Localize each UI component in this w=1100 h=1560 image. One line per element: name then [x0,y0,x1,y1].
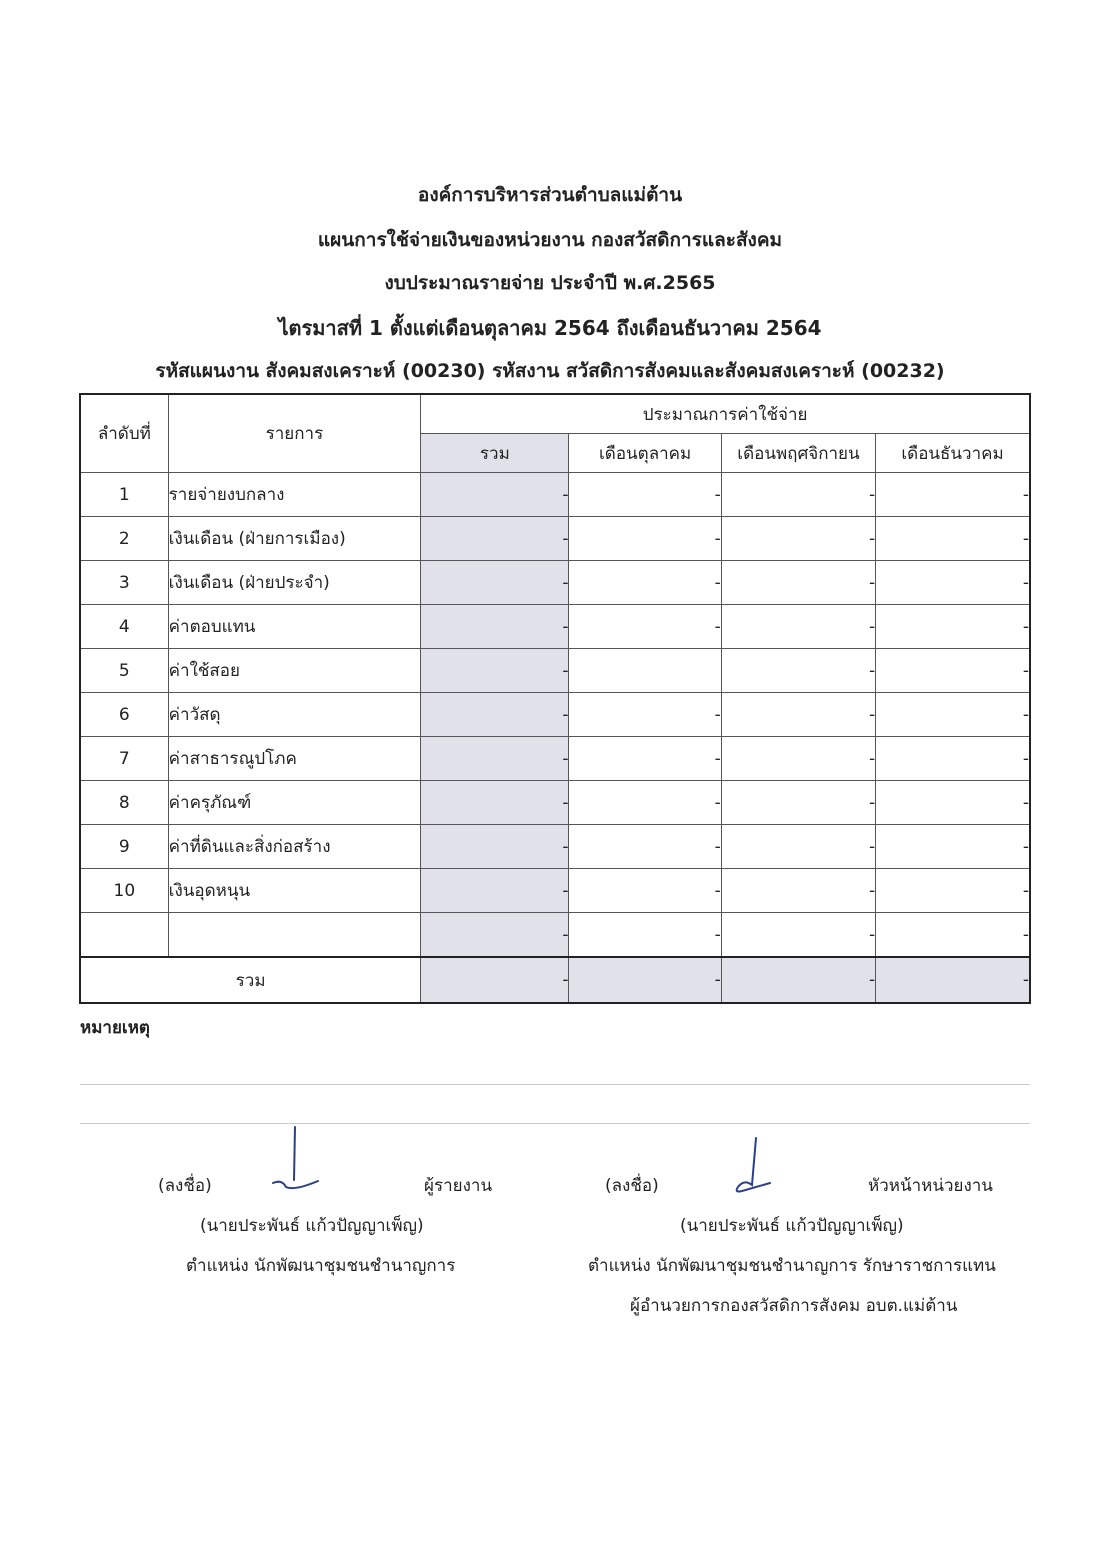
right-sign-label: (ลงชื่อ) [605,1176,659,1196]
row-december-cell: - [876,649,1030,693]
col-header-december: เดือนธันวาคม [876,434,1030,473]
table-body [80,473,1030,958]
quarter-range: ไตรมาสที่ 1 ตั้งแต่เดือนตุลาคม 2564 ถึงเดือนธันวาคม 2564 [278,316,822,340]
row-number-cell: 5 [80,649,168,693]
row-total-cell: - [421,473,569,517]
table-row [80,869,1030,913]
row-number-cell: 1 [80,473,168,517]
budget-year: งบประมาณรายจ่าย ประจำปี พ.ศ.2565 [384,272,716,294]
col-header-total: รวม [421,434,569,473]
row-october-cell: - [569,825,721,869]
right-signature-image [722,1135,782,1200]
table-row [80,693,1030,737]
row-december-cell: - [876,517,1030,561]
row-number-cell [80,913,168,958]
row-item-cell: เงินเดือน (ฝ่ายการเมือง) [168,517,421,561]
row-november-cell: - [721,473,875,517]
row-item-cell [168,913,421,958]
row-total-cell: - [421,781,569,825]
row-number-cell: 3 [80,561,168,605]
table-row [80,561,1030,605]
budget-table [79,393,1031,1004]
table-row [80,649,1030,693]
row-november-cell: - [721,825,875,869]
row-november-cell: - [721,561,875,605]
row-total-cell: - [421,913,569,958]
total-row [80,957,1030,1003]
row-october-cell: - [569,473,721,517]
table-row [80,517,1030,561]
table-row [80,605,1030,649]
col-header-item: รายการ [168,394,421,473]
row-number-cell: 6 [80,693,168,737]
row-october-cell: - [569,693,721,737]
row-total-cell: - [421,693,569,737]
row-november-cell: - [721,517,875,561]
row-total-cell: - [421,517,569,561]
table-row [80,781,1030,825]
plan-codes: รหัสแผนงาน สังคมสงเคราะห์ (00230) รหัสงาน สวัสดิการสังคมและสังคมสงเคราะห์ (00232) [155,360,945,382]
row-october-cell: - [569,561,721,605]
left-signature-image [268,1125,328,1200]
plan-title: แผนการใช้จ่ายเงินของหน่วยงาน กองสวัสดิการและสังคม [317,229,783,251]
row-item-cell: ค่าใช้สอย [168,649,421,693]
table-row [80,913,1030,958]
row-december-cell: - [876,781,1030,825]
table-row [80,473,1030,517]
remarks-label: หมายเหตุ [80,1018,150,1038]
row-item-cell: เงินอุดหนุน [168,869,421,913]
col-header-october: เดือนตุลาคม [569,434,721,473]
row-october-cell: - [569,781,721,825]
row-december-cell: - [876,825,1030,869]
row-total-cell: - [421,649,569,693]
remarks-line [80,1123,1030,1124]
left-signer-name: (นายประพันธ์ แก้วปัญญาเพ็ญ) [200,1216,424,1236]
row-december-cell: - [876,605,1030,649]
row-november-cell: - [721,693,875,737]
row-november-cell: - [721,605,875,649]
row-november-cell: - [721,781,875,825]
row-number-cell: 7 [80,737,168,781]
row-november-cell: - [721,649,875,693]
row-october-cell: - [569,517,721,561]
row-item-cell: ค่าตอบแทน [168,605,421,649]
col-header-no: ลำดับที่ [80,394,168,473]
row-october-cell: - [569,913,721,958]
row-item-cell: ค่าที่ดินและสิ่งก่อสร้าง [168,825,421,869]
row-number-cell: 8 [80,781,168,825]
total-october-cell: - [569,957,721,1003]
row-december-cell: - [876,913,1030,958]
row-october-cell: - [569,869,721,913]
row-item-cell: ค่าสาธารณูปโภค [168,737,421,781]
col-header-estimate: ประมาณการค่าใช้จ่าย [421,394,1030,434]
row-number-cell: 9 [80,825,168,869]
left-signer-position: ตำแหน่ง นักพัฒนาชุมชนชำนาญการ [186,1256,456,1276]
row-november-cell: - [721,869,875,913]
row-december-cell: - [876,473,1030,517]
table-row [80,737,1030,781]
row-number-cell: 2 [80,517,168,561]
row-total-cell: - [421,737,569,781]
row-item-cell: เงินเดือน (ฝ่ายประจำ) [168,561,421,605]
row-total-cell: - [421,561,569,605]
row-november-cell: - [721,913,875,958]
total-november-cell: - [721,957,875,1003]
row-number-cell: 4 [80,605,168,649]
table-row [80,825,1030,869]
left-sign-label: (ลงชื่อ) [158,1176,212,1196]
right-signer-position-line2: ผู้อำนวยการกองสวัสดิการสังคม อบต.แม่ต้าน [630,1296,958,1316]
total-sum-cell: - [421,957,569,1003]
row-december-cell: - [876,561,1030,605]
remarks-line [80,1084,1030,1085]
row-december-cell: - [876,869,1030,913]
organization-title: องค์การบริหารส่วนตำบลแม่ต้าน [417,184,683,206]
row-total-cell: - [421,869,569,913]
row-total-cell: - [421,825,569,869]
total-december-cell: - [876,957,1030,1003]
row-item-cell: รายจ่ายงบกลาง [168,473,421,517]
row-item-cell: ค่าครุภัณฑ์ [168,781,421,825]
total-label: รวม [80,957,421,1003]
right-signer-name: (นายประพันธ์ แก้วปัญญาเพ็ญ) [680,1216,904,1236]
row-october-cell: - [569,737,721,781]
col-header-november: เดือนพฤศจิกายน [721,434,875,473]
right-signer-position: ตำแหน่ง นักพัฒนาชุมชนชำนาญการ รักษาราชการแทน [588,1256,996,1276]
row-total-cell: - [421,605,569,649]
row-october-cell [569,649,721,693]
left-role: ผู้รายงาน [424,1176,493,1196]
row-november-cell: - [721,737,875,781]
right-role: หัวหน้าหน่วยงาน [868,1176,993,1196]
row-december-cell: - [876,693,1030,737]
row-item-cell: ค่าวัสดุ [168,693,421,737]
row-number-cell: 10 [80,869,168,913]
row-october-cell: - [569,605,721,649]
row-december-cell: - [876,737,1030,781]
